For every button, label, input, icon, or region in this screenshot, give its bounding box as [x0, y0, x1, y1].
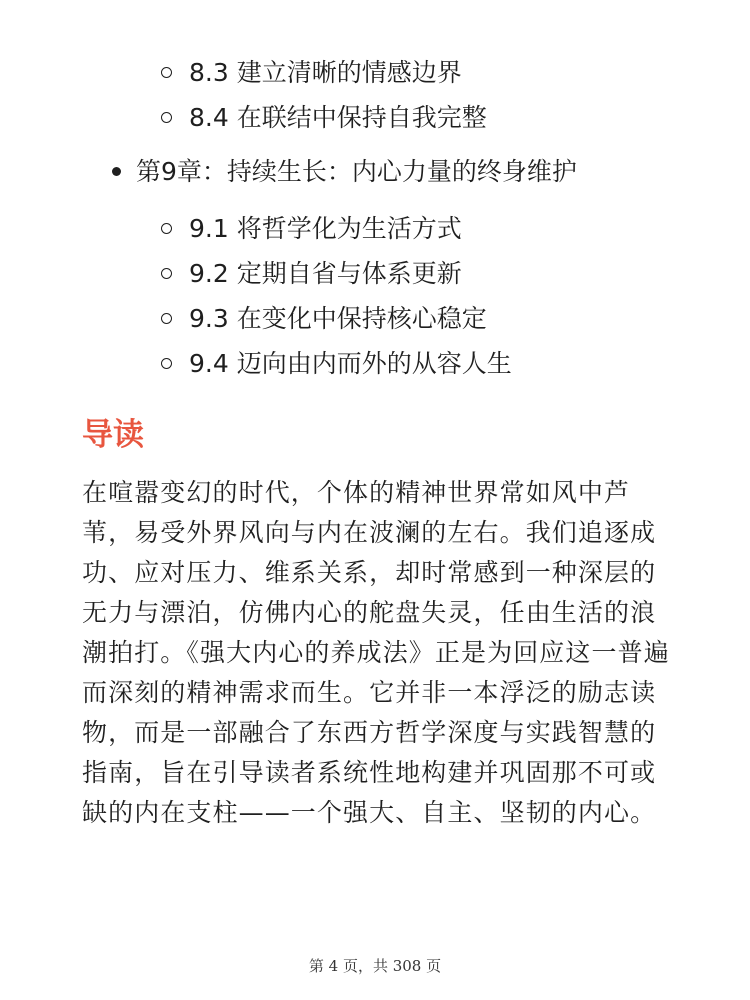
- section-heading: 导读: [82, 417, 144, 453]
- list-item: 8.3 建立清晰的情感边界: [160, 50, 487, 95]
- list-item: 8.4 在联结中保持自我完整: [160, 95, 487, 140]
- list-item: 9.4 迈向由内而外的从容人生: [160, 341, 512, 386]
- chapter-9-title: 第9章：持续生长：内心力量的终身维护: [110, 149, 577, 194]
- chapter-8-sublist: [160, 50, 487, 140]
- list-item: 9.1 将哲学化为生活方式: [160, 206, 512, 251]
- intro-paragraph: 在喧嚣变幻的时代，个体的精神世界常如风中芦苇，易受外界风向与内在波澜的左右。我们追逐成功、应对压力、维系关系，却时常感到一种深层的无力与漂泊，仿佛内心的舵盘失灵，任由生活的浪潮拍打。《强大内心的养成法》正是为回应这一普遍而深刻的精神需求而生。它并非一本浮泛的励志读物，而是一部融合了东西方哲学深度与实践智慧的指南，旨在引导读者系统性地构建并巩固那不可或缺的内在支柱——一个强大、自主、坚韧的内心。: [82, 478, 670, 827]
- page-number: 第 4 页，共 308 页: [308, 957, 442, 975]
- list-item: 9.3 在变化中保持核心稳定: [160, 296, 512, 341]
- chapter-9-sublist: [160, 206, 512, 386]
- list-item: 9.2 定期自省与体系更新: [160, 251, 512, 296]
